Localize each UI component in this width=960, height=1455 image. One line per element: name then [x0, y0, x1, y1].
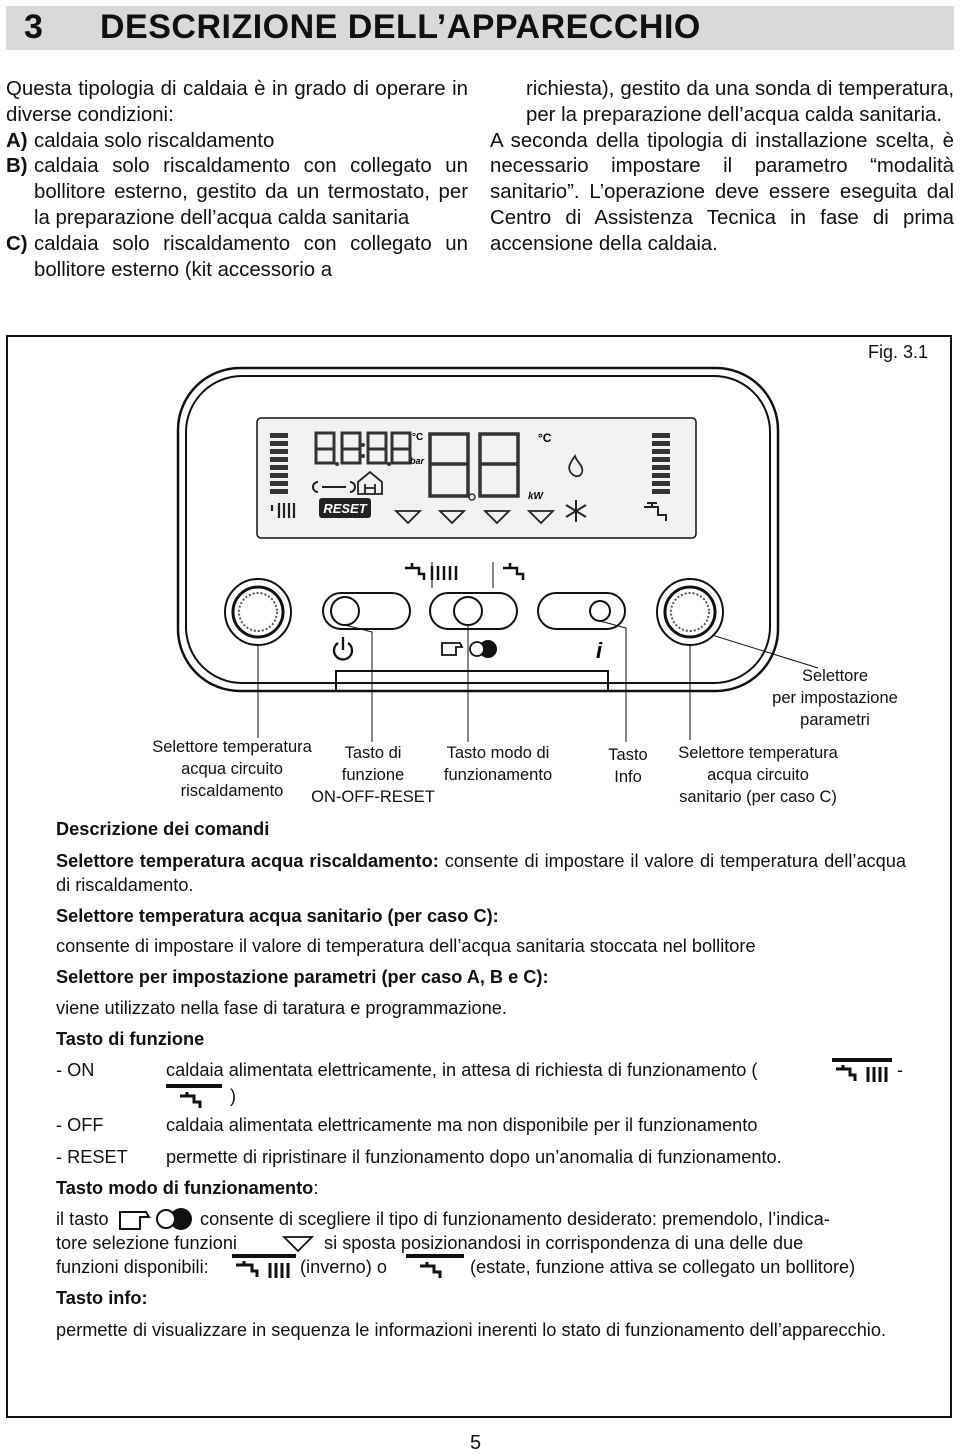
function-button[interactable]	[323, 593, 410, 629]
heating-label: Selettore temperatura acqua riscaldamento:	[56, 851, 439, 871]
list-text: caldaia solo riscaldamento con collegato un bollitore esterno (kit accessorio a	[34, 232, 468, 281]
callout-line: Selettore temperatura	[152, 738, 312, 756]
callout-line: acqua circuito	[181, 760, 283, 778]
section-number: 3	[24, 8, 44, 46]
summer-tap-icon	[166, 1084, 222, 1112]
info-button[interactable]	[538, 593, 625, 629]
mode-line-2a: tore selezione funzioni	[56, 1233, 237, 1253]
mode-title: Tasto modo di funzionamento	[56, 1178, 314, 1198]
reset-badge: RESET	[323, 501, 367, 516]
unit-kw: kW	[528, 491, 543, 502]
info-icon: i	[596, 638, 603, 663]
callout-line: acqua circuito	[707, 766, 809, 784]
paragraph-text: A seconda della tipologia di installazione scelta, è necessario impostare il parametro “modalità sanitario”. L’operazione deve essere eseguita dal Centro di Assistenza Tecnica in fase di prima accensione della caldaia.	[490, 129, 954, 255]
mode-button[interactable]	[430, 593, 517, 629]
summer-tap-icon	[503, 563, 523, 580]
reset-text: permette di ripristinare il funzionamento dopo un’anomalia di funzionamento.	[166, 1147, 782, 1167]
summer-tap-icon	[406, 1254, 464, 1282]
callout-line: funzionamento	[443, 766, 553, 784]
off-label: - OFF	[56, 1115, 104, 1135]
page-number: 5	[470, 1432, 482, 1454]
figure-label: Fig. 3.1	[868, 342, 929, 362]
info-text: permette di visualizzare in sequenza le informazioni inerenti lo stato di funzionamento dell’apparecchio.	[56, 1320, 887, 1340]
winter-tap-radiator-icon	[232, 1254, 296, 1282]
intro-text: Questa tipologia di caldaia è in grado di operare in diverse condizioni:	[6, 78, 468, 126]
mode-line-3a: funzioni disponibili:	[56, 1257, 209, 1277]
power-icon	[334, 637, 352, 659]
unit-c-small: °C	[412, 432, 424, 443]
hand-mode-icon	[442, 640, 497, 658]
list-label: B)	[6, 155, 28, 178]
list-label: A)	[6, 129, 28, 152]
list-label: C)	[6, 232, 28, 255]
dhw-label: Selettore temperatura acqua sanitario (per caso C):	[56, 906, 499, 926]
callout-line: Selettore temperatura	[678, 744, 838, 762]
list-text: caldaia solo riscaldamento con collegato un bollitore esterno, gestito da un termostato, per la preparazione dell’acqua calda sanitaria	[34, 155, 468, 229]
unit-c-big: °C	[538, 431, 552, 445]
callout-info-key	[596, 744, 660, 788]
on-close: )	[230, 1086, 237, 1106]
heating-selector-knob[interactable]	[225, 579, 291, 645]
winter-tap-radiator-icon	[405, 563, 456, 580]
callout-line: sanitario (per caso C)	[679, 788, 837, 806]
continuation-text: richiesta), gestito da una sonda di temperatura, per la preparazione dell’acqua calda sanitaria.	[526, 78, 954, 126]
callout-line: Tasto di	[344, 744, 402, 762]
param-label: Selettore per impostazione parametri (per caso A, B e C):	[56, 967, 549, 987]
callout-param-selector	[760, 665, 910, 731]
callout-line: funzione	[341, 766, 405, 784]
function-title: Tasto di funzione	[56, 1029, 205, 1049]
callout-mode-key	[428, 742, 568, 786]
param-text: viene utilizzato nella fase di taratura e programmazione.	[56, 998, 507, 1018]
selection-triangle-icon	[282, 1235, 314, 1253]
callout-line: per impostazione	[772, 689, 898, 707]
mode-line-1a: il tasto	[56, 1209, 109, 1229]
unit-bar: bar	[410, 456, 425, 466]
mode-line-3c: (estate, funzione attiva se collegato un bollitore)	[470, 1257, 856, 1277]
on-text: caldaia alimentata elettricamente, in attesa di richiesta di funzionamento (	[166, 1060, 758, 1080]
on-dash: -	[897, 1060, 904, 1080]
callout-heating-selector	[140, 736, 324, 802]
winter-tap-radiator-icon	[832, 1058, 892, 1086]
reset-label: - RESET	[56, 1147, 128, 1167]
list-text: caldaia solo riscaldamento	[34, 129, 275, 152]
section-title: DESCRIZIONE DELL’APPARECCHIO	[100, 8, 701, 46]
info-title: Tasto info:	[56, 1288, 148, 1308]
mode-title-row	[56, 1177, 318, 1201]
callout-function-key	[300, 742, 446, 808]
on-label: - ON	[56, 1060, 95, 1080]
heating-text: consente di impostare il valore di temperatura dell’acqua di riscaldamento.	[56, 851, 906, 895]
callout-line: Tasto	[608, 746, 648, 764]
off-text: caldaia alimentata elettricamente ma non disponibile per il funzionamento	[166, 1115, 758, 1135]
hand-mode-icon	[116, 1206, 194, 1232]
mode-line-3b: (inverno) o	[300, 1257, 387, 1277]
commands-title: Descrizione dei comandi	[56, 819, 270, 839]
info-desc	[56, 1319, 906, 1343]
heating-desc	[56, 850, 906, 897]
callout-dhw-selector	[660, 742, 856, 808]
callout-line: riscaldamento	[180, 782, 284, 800]
bottom-recess	[336, 671, 608, 691]
callout-line: parametri	[800, 711, 870, 729]
callout-line: ON-OFF-RESET	[311, 788, 435, 806]
mode-colon: :	[313, 1178, 319, 1198]
callout-line: Tasto modo di	[446, 744, 550, 762]
callout-line: Info	[614, 768, 642, 786]
mode-line-1b: consente di scegliere il tipo di funzionamento desiderato: premendolo, l’indica-	[200, 1209, 830, 1229]
callout-line: Selettore	[801, 667, 869, 685]
dhw-text: consente di impostare il valore di temperatura dell’acqua sanitaria stoccata nel bollitore	[56, 936, 756, 956]
mode-line-2b: si sposta posizionandosi in corrispondenza di una delle due	[324, 1233, 804, 1253]
